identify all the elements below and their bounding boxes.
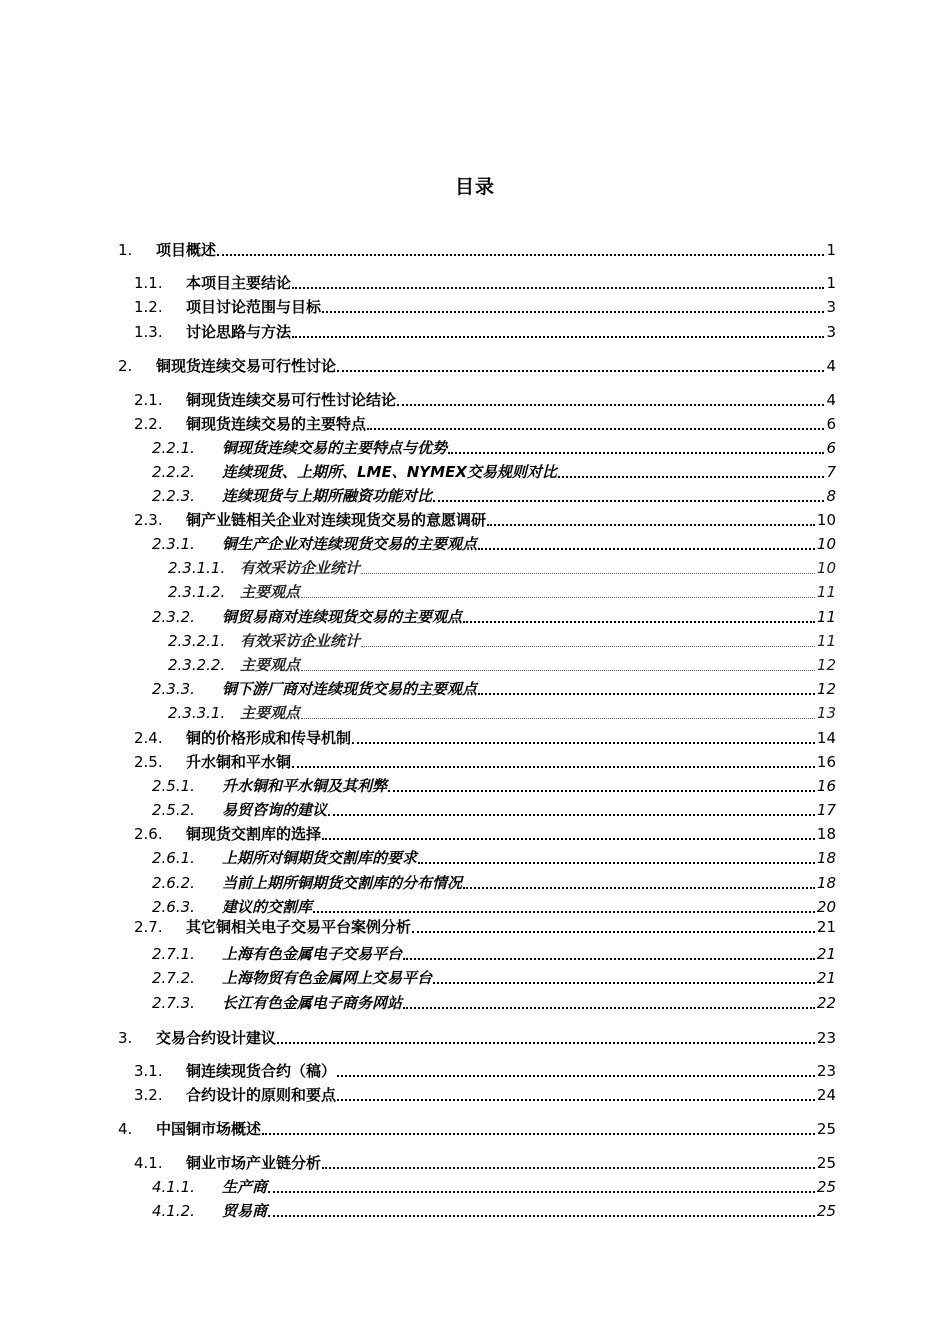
toc-entry[interactable] [134, 411, 836, 433]
toc-entry-page: 20 [816, 898, 836, 916]
toc-leader-dots [397, 403, 824, 406]
toc-entry-title: 中国铜市场概述 [156, 1120, 262, 1138]
toc-leader-dots [487, 523, 815, 526]
toc-entry-title: 当前上期所铜期货交割库的分布情况 [222, 874, 463, 892]
toc-entry-page: 25 [816, 1154, 836, 1172]
toc-entry-page: 4 [826, 391, 836, 409]
toc-leader-dots [313, 910, 815, 913]
toc-entry-number: 2.2.2. [152, 463, 195, 481]
toc-entry-page: 18 [816, 849, 836, 867]
toc-entry-title: 升水铜和平水铜及其利弊 [222, 777, 388, 795]
toc-entry-title: 铜生产企业对连续现货交易的主要观点 [222, 535, 478, 553]
toc-entry[interactable] [134, 294, 836, 316]
toc-entry-title: 本项目主要结论 [186, 274, 292, 292]
toc-entry[interactable] [152, 773, 836, 795]
toc-entry-title: 其它铜相关电子交易平台案例分析 [186, 918, 412, 936]
toc-entry-number: 3. [118, 1029, 133, 1047]
toc-entry-title: 升水铜和平水铜 [186, 753, 292, 771]
toc-entry-page: 1 [826, 241, 836, 259]
toc-entry-number: 1.2. [134, 298, 163, 316]
toc-entry-page: 23 [816, 1029, 836, 1047]
toc-entry[interactable] [152, 676, 836, 698]
toc-entry[interactable] [168, 628, 836, 650]
toc-entry-page: 22 [816, 994, 836, 1012]
toc-entry-page: 17 [816, 801, 836, 819]
toc-entry-number: 2.3. [134, 511, 163, 529]
toc-entry-number: 2.7. [134, 918, 163, 936]
toc-leader-dots [403, 957, 815, 960]
toc-leader-dots [478, 547, 815, 550]
toc-entry[interactable] [134, 1082, 836, 1104]
toc-leader-dots [463, 886, 815, 889]
toc-entry-number: 4.1.2. [152, 1202, 195, 1220]
toc-entry-number: 2.6.1. [152, 849, 195, 867]
toc-entry-number: 4.1.1. [152, 1178, 195, 1196]
toc-entry-title: 连续现货与上期所融资功能对比 [222, 487, 433, 505]
toc-title: 目录 [454, 176, 495, 198]
toc-leader-dots [292, 335, 824, 338]
toc-leader-dots [301, 669, 815, 671]
toc-entry-title: 铜的价格形成和传导机制 [186, 729, 352, 747]
toc-entry-page: 3 [826, 323, 836, 341]
toc-entry-number: 2.3.2. [152, 608, 195, 626]
toc-entry-page: 16 [816, 777, 836, 795]
toc-entry-title: 上海物贸有色金属网上交易平台 [222, 969, 433, 987]
toc-leader-dots [262, 1132, 815, 1135]
toc-entry[interactable] [152, 894, 836, 916]
toc-entry-page: 3 [826, 298, 836, 316]
toc-entry[interactable] [152, 1198, 836, 1220]
toc-entry[interactable] [152, 435, 836, 457]
toc-entry-page: 12 [816, 656, 836, 674]
toc-leader-dots [433, 981, 815, 984]
toc-entry-page: 25 [816, 1178, 836, 1196]
toc-entry-number: 2.3.3. [152, 680, 195, 698]
toc-entry-page: 12 [816, 680, 836, 698]
toc-entry[interactable] [134, 270, 836, 292]
toc-entry-title: 铜贸易商对连续现货交易的主要观点 [222, 608, 463, 626]
toc-entry-title: 铜现货连续交易可行性讨论 [156, 357, 337, 375]
toc-entry-page: 23 [816, 1062, 836, 1080]
toc-entry-title: 有效采访企业统计 [240, 632, 361, 650]
toc-leader-dots [433, 499, 824, 502]
toc-entry-page: 10 [816, 559, 836, 577]
toc-entry-number: 2.3.3.1. [168, 704, 226, 722]
toc-entry-page: 25 [816, 1120, 836, 1138]
toc-entry-number: 1. [118, 241, 133, 259]
toc-entry-page: 11 [816, 583, 836, 601]
toc-entry-number: 2.7.2. [152, 969, 195, 987]
toc-entry-number: 2.6. [134, 825, 163, 843]
toc-entry-number: 4. [118, 1120, 133, 1138]
toc-entry-number: 3.1. [134, 1062, 163, 1080]
toc-leader-dots [322, 310, 824, 313]
toc-entry-number: 2.2.1. [152, 439, 195, 457]
toc-leader-dots [403, 1006, 815, 1009]
toc-leader-dots [217, 253, 824, 256]
toc-leader-dots [418, 861, 815, 864]
toc-entry[interactable] [118, 237, 836, 259]
toc-entry[interactable] [152, 941, 836, 963]
toc-entry-title: 上期所对铜期货交割库的要求 [222, 849, 418, 867]
toc-entry-title: 铜现货连续交易可行性讨论结论 [186, 391, 397, 409]
toc-entry-title: 有效采访企业统计 [240, 559, 361, 577]
toc-entry-page: 10 [816, 511, 836, 529]
toc-entry[interactable] [134, 1150, 836, 1172]
toc-entry-page: 11 [816, 632, 836, 650]
toc-entry-title: 铜现货交割库的选择 [186, 825, 322, 843]
toc-entry[interactable] [152, 604, 836, 626]
toc-leader-dots [388, 789, 815, 792]
toc-entry-page: 7 [826, 463, 836, 481]
toc-leader-dots [292, 765, 815, 768]
toc-entry[interactable] [168, 652, 836, 674]
toc-entry[interactable] [134, 1058, 836, 1080]
toc-entry[interactable] [168, 555, 836, 577]
toc-entry-number: 2.4. [134, 729, 163, 747]
toc-leader-dots [328, 813, 815, 816]
toc-entry-title: 铜现货连续交易的主要特点 [186, 415, 367, 433]
toc-entry[interactable] [118, 1025, 836, 1047]
toc-leader-dots [337, 369, 824, 372]
toc-entry-title: 合约设计的原则和要点 [186, 1086, 337, 1104]
toc-entry-page: 21 [816, 969, 836, 987]
toc-entry-page: 18 [816, 874, 836, 892]
toc-entry-title: 长江有色金属电子商务网站 [222, 994, 403, 1012]
toc-entry[interactable] [134, 725, 836, 747]
toc-entry-title: 铜业市场产业链分析 [186, 1154, 322, 1172]
toc-entry-number: 2.6.3. [152, 898, 195, 916]
toc-leader-dots [412, 930, 815, 933]
toc-entry-title: 项目概述 [156, 241, 217, 259]
toc-entry-title: 易贸咨询的建议 [222, 801, 328, 819]
toc-leader-dots [337, 1074, 815, 1077]
toc-entry[interactable] [152, 459, 836, 481]
toc-entry-number: 2.2. [134, 415, 163, 433]
toc-entry-title: 讨论思路与方法 [186, 323, 292, 341]
toc-entry-page: 1 [826, 274, 836, 292]
toc-entry-page: 24 [816, 1086, 836, 1104]
toc-entry-number: 1.1. [134, 274, 163, 292]
toc-entry-title: 主要观点 [240, 583, 301, 601]
toc-entry-title: 铜产业链相关企业对连续现货交易的意愿调研 [186, 511, 487, 529]
toc-entry[interactable] [168, 579, 836, 601]
toc-leader-dots [268, 1214, 815, 1217]
toc-leader-dots [361, 572, 815, 574]
toc-entry-page: 21 [816, 918, 836, 936]
toc-entry-number: 2.7.1. [152, 945, 195, 963]
toc-entry[interactable] [152, 531, 836, 553]
toc-entry[interactable] [152, 990, 836, 1012]
toc-entry-number: 1.3. [134, 323, 163, 341]
toc-entry[interactable] [168, 700, 836, 722]
toc-entry-number: 4.1. [134, 1154, 163, 1172]
toc-leader-dots [322, 837, 815, 840]
toc-entry-title: 交易合约设计建议 [156, 1029, 277, 1047]
toc-entry[interactable] [152, 870, 836, 892]
toc-entry-page: 11 [816, 608, 836, 626]
toc-entry-number: 2.3.1.2. [168, 583, 226, 601]
toc-entry-title: 铜连续现货合约（稿） [186, 1062, 337, 1080]
toc-entry-page: 16 [816, 753, 836, 771]
toc-entry-number: 2.3.1.1. [168, 559, 226, 577]
toc-entry-title: 主要观点 [240, 656, 301, 674]
toc-entry-page: 10 [816, 535, 836, 553]
toc-entry[interactable] [152, 797, 836, 819]
toc-entry[interactable] [134, 914, 836, 936]
toc-entry[interactable] [152, 965, 836, 987]
toc-entry-page: 25 [816, 1202, 836, 1220]
toc-entry-number: 3.2. [134, 1086, 163, 1104]
toc-entry[interactable] [134, 507, 836, 529]
toc-entry[interactable] [152, 483, 836, 505]
toc-entry-number: 2.3.2.1. [168, 632, 226, 650]
toc-entry-page: 6 [826, 415, 836, 433]
toc-entry[interactable] [134, 319, 836, 341]
toc-leader-dots [448, 451, 824, 454]
toc-entry-number: 2.5.2. [152, 801, 195, 819]
toc-leader-dots [301, 596, 815, 598]
toc-leader-dots [337, 1098, 815, 1101]
toc-entry[interactable] [152, 1174, 836, 1196]
toc-entry-title: 贸易商 [222, 1202, 268, 1220]
toc-entry[interactable] [118, 1116, 836, 1138]
toc-leader-dots [478, 692, 815, 695]
toc-entry[interactable] [134, 821, 836, 843]
toc-entry-title: 铜下游厂商对连续现货交易的主要观点 [222, 680, 478, 698]
toc-entry-title: 建议的交割库 [222, 898, 313, 916]
toc-leader-dots [463, 620, 815, 623]
toc-entry-page: 6 [826, 439, 836, 457]
toc-entry-number: 2.6.2. [152, 874, 195, 892]
toc-entry-number: 2. [118, 357, 133, 375]
toc-entry-title: 上海有色金属电子交易平台 [222, 945, 403, 963]
toc-leader-dots [268, 1190, 815, 1193]
toc-leader-dots [558, 475, 825, 478]
toc-entry-title: 铜现货连续交易的主要特点与优势 [222, 439, 448, 457]
toc-entry-page: 13 [816, 704, 836, 722]
toc-entry-title: 项目讨论范围与目标 [186, 298, 322, 316]
toc-entry-page: 18 [816, 825, 836, 843]
toc-leader-dots [301, 717, 815, 719]
toc-entry-page: 8 [826, 487, 836, 505]
toc-leader-dots [361, 645, 815, 647]
toc-leader-dots [367, 427, 824, 430]
toc-entry-number: 2.7.3. [152, 994, 195, 1012]
toc-entry-title: 主要观点 [240, 704, 301, 722]
toc-leader-dots [292, 286, 824, 289]
toc-entry-page: 4 [826, 357, 836, 375]
toc-entry-title: 生产商 [222, 1178, 268, 1196]
toc-leader-dots [277, 1041, 815, 1044]
toc-entry-page: 14 [816, 729, 836, 747]
toc-entry-number: 2.3.2.2. [168, 656, 226, 674]
toc-entry[interactable] [134, 749, 836, 771]
toc-entry-page: 21 [816, 945, 836, 963]
toc-entry[interactable] [134, 387, 836, 409]
toc-entry-number: 2.5. [134, 753, 163, 771]
toc-entry[interactable] [118, 353, 836, 375]
toc-entry-title: 连续现货、上期所、LME、NYMEX交易规则对比 [222, 463, 557, 481]
toc-leader-dots [352, 741, 815, 744]
toc-entry-number: 2.5.1. [152, 777, 195, 795]
toc-entry-number: 2.2.3. [152, 487, 195, 505]
toc-entry-number: 2.3.1. [152, 535, 195, 553]
toc-leader-dots [322, 1166, 815, 1169]
toc-entry-number: 2.1. [134, 391, 163, 409]
toc-entry[interactable] [152, 845, 836, 867]
